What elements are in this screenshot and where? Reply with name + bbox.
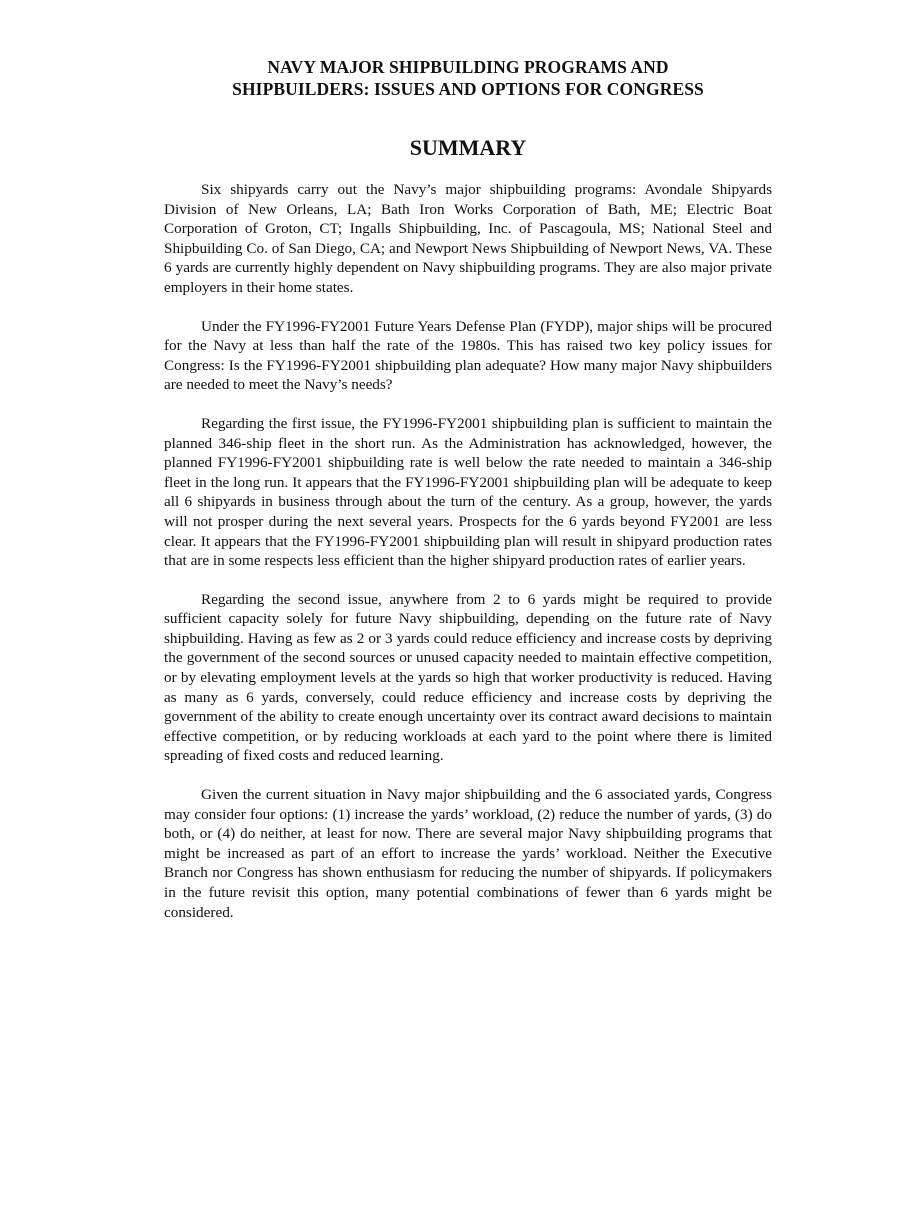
title-line-2: SHIPBUILDERS: ISSUES AND OPTIONS FOR CONGRESS	[232, 79, 704, 99]
paragraph-4: Regarding the second issue, anywhere from 2 to 6 yards might be required to provide sufficient capacity solely for future Navy shipbuilding, depending on the future rate of Navy shipbuilding. Having as few as 2 or 3 yards could reduce efficiency and increase costs by depriving the government of the second sources or unused capacity needed to maintain effective competition, or by elevating employment levels at the yards so high that worker productivity is reduced. Having as many as 6 yards, conversely, could reduce efficiency and increase costs by depriving the government of the ability to create enough uncertainty over its contract award decisions to maintain effective competition, or by reducing workloads at each yard to the point where there is limited spreading of fixed costs and reduced learning.	[164, 590, 772, 765]
paragraph-1: Six shipyards carry out the Navy’s major shipbuilding programs: Avondale Shipyards Division of New Orleans, LA; Bath Iron Works Corporation of Bath, ME; Electric Boat Corporation of Groton, CT; Ingalls Shipbuilding, Inc. of Pascagoula, MS; National Steel and Shipbuilding Co. of San Diego, CA; and Newport News Shipbuilding of Newport News, VA. These 6 yards are currently highly dependent on Navy shipbuilding programs. They are also major private employers in their home states.	[164, 181, 772, 296]
title-line-1: NAVY MAJOR SHIPBUILDING PROGRAMS AND	[267, 57, 669, 77]
document-title	[164, 56, 772, 100]
section-heading: SUMMARY	[409, 135, 527, 160]
paragraph-3: Regarding the first issue, the FY1996-FY2001 shipbuilding plan is sufficient to maintain the planned 346-ship fleet in the short run. As the Administration has acknowledged, however, the planned FY1996-FY2001 shipbuilding rate is well below the rate needed to maintain a 346-ship fleet in the long run. It appears that the FY1996-FY2001 shipbuilding plan will be adequate to keep all 6 shipyards in business through about the turn of the century. As a group, however, the yards will not prosper during the next several years. Prospects for the 6 yards beyond FY2001 are less clear. It appears that the FY1996-FY2001 shipbuilding plan will result in shipyard production rates that are in some respects less efficient than the higher shipyard production rates of earlier years.	[164, 414, 772, 570]
document-page	[164, 56, 772, 941]
paragraph-2: Under the FY1996-FY2001 Future Years Defense Plan (FYDP), major ships will be procured for the Navy at less than half the rate of the 1980s. This has raised two key policy issues for Congress: Is the FY1996-FY2001 shipbuilding plan adequate? How many major Navy shipbuilders are needed to meet the Navy’s needs?	[164, 317, 772, 394]
paragraph-5: Given the current situation in Navy major shipbuilding and the 6 associated yards, Congress may consider four options: (1) increase the yards’ workload, (2) reduce the number of yards, (3) do both, or (4) do neither, at least for now. There are several major Navy shipbuilding programs that might be increased as part of an effort to increase the yards’ workload. Neither the Executive Branch nor Congress has shown enthusiasm for reducing the number of shipyards. If policymakers in the future revisit this option, many potential combinations of fewer than 6 yards might be considered.	[164, 786, 772, 921]
